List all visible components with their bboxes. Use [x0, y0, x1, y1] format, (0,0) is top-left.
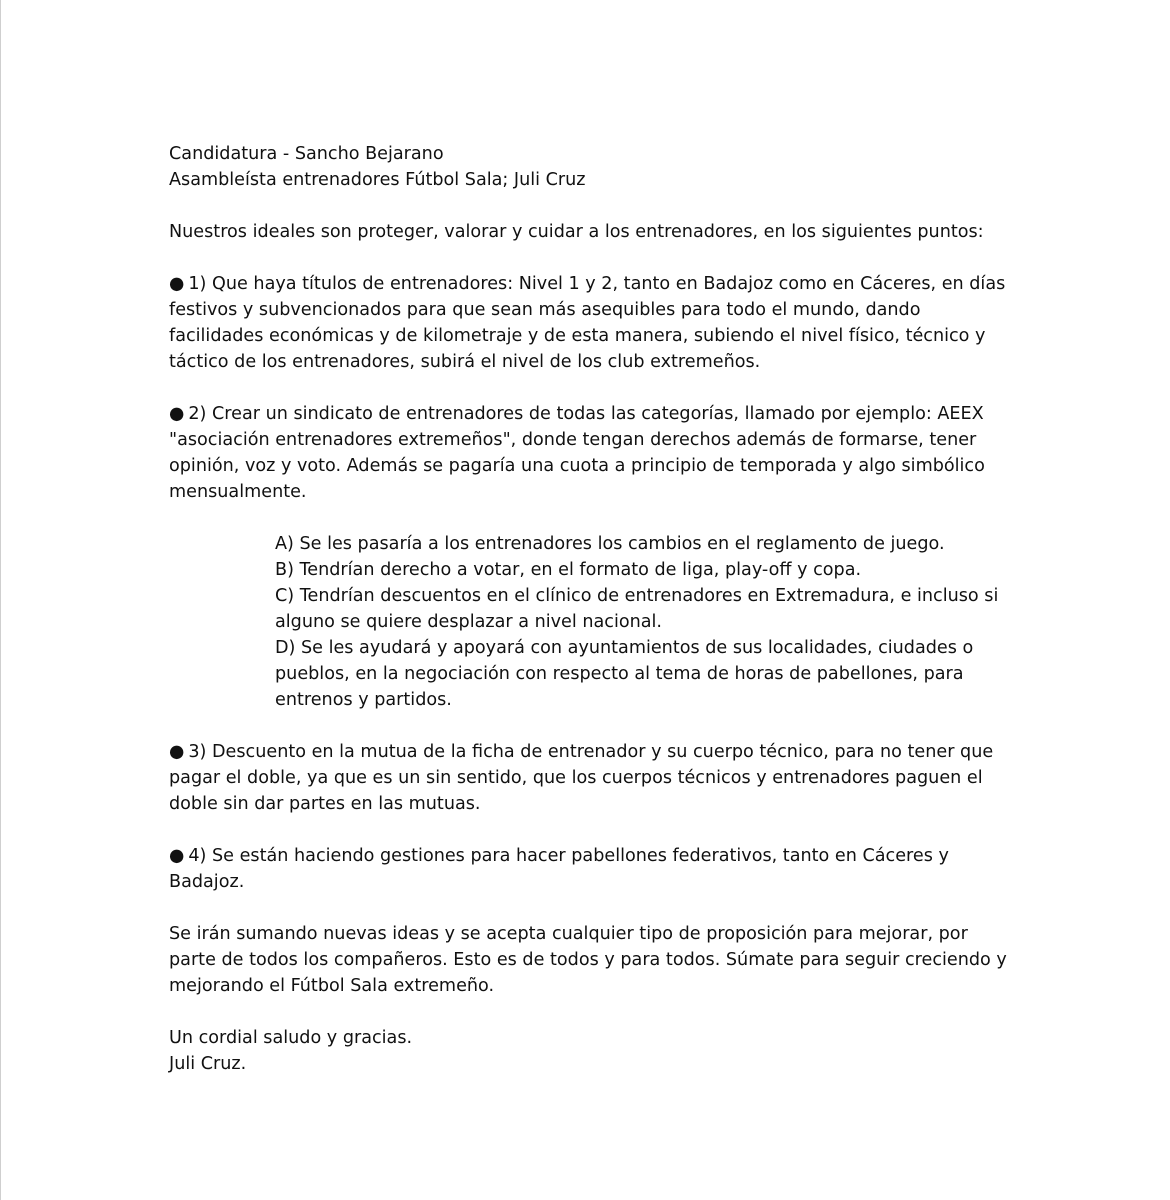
- point-2-sublist: [275, 531, 1005, 713]
- point-2-line-2: "asociación entrenadores extremeños", donde tengan derechos además de formarse, tener: [169, 430, 977, 450]
- document-body: [169, 141, 1009, 1077]
- bullet-icon: ●: [169, 404, 185, 424]
- point-4: [169, 843, 1009, 895]
- point-4-line-2: Badajoz.: [169, 872, 245, 892]
- closing-paragraph: [169, 921, 1009, 999]
- signoff-name: Juli Cruz.: [169, 1054, 247, 1074]
- point-3-line-1: ● 3) Descuento en la mutua de la ficha de entrenador y su cuerpo técnico, para no tener que: [169, 742, 994, 762]
- closing-line-1: Se irán sumando nuevas ideas y se acepta cualquier tipo de proposición para mejorar, por: [169, 924, 968, 944]
- sublist-item-a: A) Se les pasaría a los entrenadores los cambios en el reglamento de juego.: [275, 534, 945, 554]
- bullet-icon: ●: [169, 274, 185, 294]
- point-2-line-1: ● 2) Crear un sindicato de entrenadores de todas las categorías, llamado por ejemplo: AEEX: [169, 404, 984, 424]
- sublist-item-d: D) Se les ayudará y apoyará con ayuntamientos de sus localidades, ciudades o: [275, 638, 974, 658]
- point-1-line-3: facilidades económicas y de kilometraje y de esta manera, subiendo el nivel físico, técnico y: [169, 326, 986, 346]
- point-2-line-4: mensualmente.: [169, 482, 307, 502]
- closing-line-2: parte de todos los compañeros. Esto es de todos y para todos. Súmate para seguir creciendo y: [169, 950, 1007, 970]
- bullet-icon: ●: [169, 846, 185, 866]
- signoff-greeting: Un cordial saludo y gracias.: [169, 1028, 413, 1048]
- point-3-line-2: pagar el doble, ya que es un sin sentido, que los cuerpos técnicos y entrenadores paguen el: [169, 768, 983, 788]
- signoff-block: [169, 1025, 1009, 1077]
- candidacy-title: Candidatura - Sancho Bejarano: [169, 144, 444, 164]
- intro-paragraph: [169, 219, 1009, 245]
- point-3-line-3: doble sin dar partes en las mutuas.: [169, 794, 481, 814]
- candidate-subtitle: Asambleísta entrenadores Fútbol Sala; Juli Cruz: [169, 170, 586, 190]
- point-4-line-1: ● 4) Se están haciendo gestiones para hacer pabellones federativos, tanto en Cáceres y: [169, 846, 949, 866]
- closing-line-3: mejorando el Fútbol Sala extremeño.: [169, 976, 495, 996]
- point-2-line-3: opinión, voz y voto. Además se pagaría una cuota a principio de temporada y algo simbólico: [169, 456, 985, 476]
- intro-text: Nuestros ideales son proteger, valorar y cuidar a los entrenadores, en los siguientes puntos:: [169, 222, 984, 242]
- point-1: [169, 271, 1009, 375]
- sublist-item-d-cont-2: entrenos y partidos.: [275, 690, 452, 710]
- sublist-item-b: B) Tendrían derecho a votar, en el formato de liga, play-off y copa.: [275, 560, 862, 580]
- header-block: [169, 141, 1009, 193]
- sublist-item-c: C) Tendrían descuentos en el clínico de entrenadores en Extremadura, e incluso si: [275, 586, 999, 606]
- bullet-icon: ●: [169, 742, 185, 762]
- point-3: [169, 739, 1009, 817]
- sublist-item-d-cont-1: pueblos, en la negociación con respecto al tema de horas de pabellones, para: [275, 664, 964, 684]
- point-1-line-4: táctico de los entrenadores, subirá el nivel de los club extremeños.: [169, 352, 761, 372]
- point-1-line-2: festivos y subvencionados para que sean más asequibles para todo el mundo, dando: [169, 300, 921, 320]
- point-2: [169, 401, 1009, 505]
- point-1-line-1: ● 1) Que haya títulos de entrenadores: Nivel 1 y 2, tanto en Badajoz como en Cáceres, en días: [169, 274, 1006, 294]
- sublist-item-c-cont: alguno se quiere desplazar a nivel nacional.: [275, 612, 663, 632]
